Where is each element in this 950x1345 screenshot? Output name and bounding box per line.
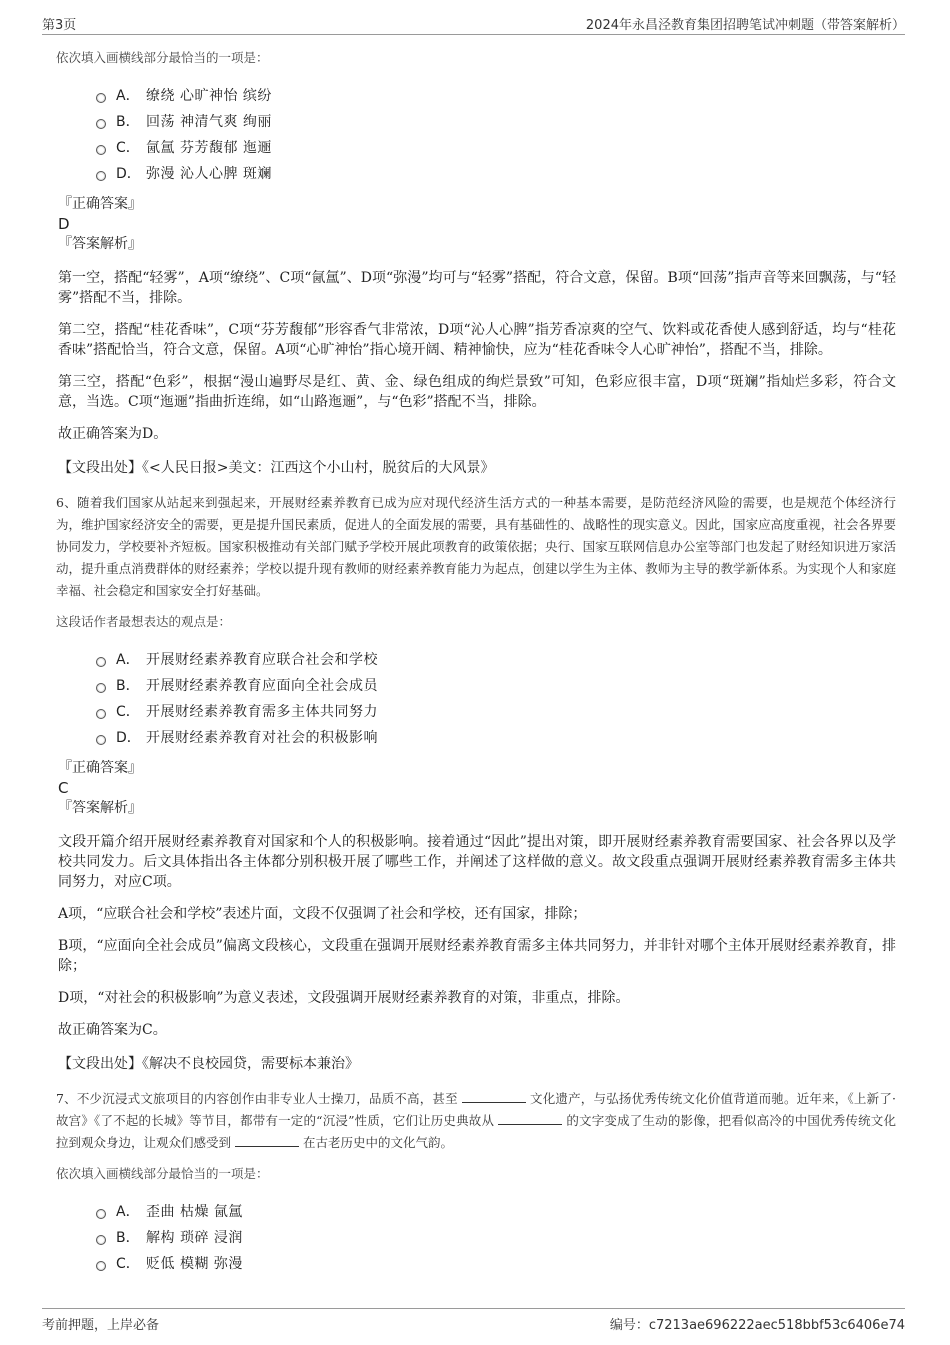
document-title: 2024年永昌泾教育集团招聘笔试冲刺题（带答案解析）	[585, 18, 905, 33]
q5-analysis-paragraph: 第三空，搭配“色彩”，根据“漫山遍野尽是红、黄、金、绿色组成的绚烂景致”可知，色彩应很丰富，D项“斑斓”指灿烂多彩，符合文意，当选。C项“迤逦”指曲折连绵，如“山路迤逦”，与“色彩”搭配不当，排除。	[58, 374, 896, 410]
radio-icon[interactable]	[96, 735, 106, 745]
radio-icon[interactable]	[96, 1235, 106, 1245]
radio-icon[interactable]	[96, 171, 106, 181]
option-text: 氤氲 芬芳馥郁 迤逦	[146, 140, 272, 156]
page-number: 第3页	[42, 18, 77, 33]
fill-blank	[498, 1112, 562, 1125]
option-letter: B．	[116, 1230, 140, 1246]
q5-analysis-label: 『答案解析』	[58, 236, 142, 252]
q7-text-part: 7、不少沉浸式文旅项目的内容创作由非专业人士操刀，品质不高，甚至	[56, 1091, 458, 1106]
option-text: 开展财经素养教育对社会的积极影响	[146, 730, 378, 746]
option-text: 贬低 模糊 弥漫	[146, 1256, 243, 1272]
q7-options	[96, 1198, 896, 1276]
footer-slogan: 考前押题，上岸必备	[42, 1318, 160, 1333]
q5-option-c[interactable]	[96, 134, 896, 160]
q7-text-part: 在古老历史中的文化气韵。	[303, 1135, 454, 1150]
q6-analysis-paragraph: B项，“应面向全社会成员”偏离文段核心，文段重在强调开展财经素养教育需多主体共同努力，并非针对哪个主体开展财经素养教育，排除；	[58, 938, 896, 974]
q5-option-a[interactable]	[96, 82, 896, 108]
page-header	[42, 12, 905, 35]
q7-option-a[interactable]	[96, 1198, 896, 1224]
option-text: 开展财经素养教育应面向全社会成员	[146, 678, 378, 694]
q6-answer: C	[58, 779, 69, 797]
q6-analysis-paragraph: D项，“对社会的积极影响”为意义表述，文段强调开展财经素养教育的对策，非重点，排除。	[58, 990, 630, 1006]
q6-options	[96, 646, 896, 750]
option-letter: C．	[116, 1256, 140, 1272]
q5-analysis-paragraph: 故正确答案为D。	[58, 426, 168, 442]
q5-answer-label: 『正确答案』	[58, 196, 142, 212]
document-code: 编号：c7213ae696222aec518bbf53c6406e74	[609, 1318, 905, 1333]
q6-analysis-label: 『答案解析』	[58, 800, 142, 816]
q5-answer: D	[58, 215, 70, 233]
page-footer	[42, 1308, 905, 1333]
radio-icon[interactable]	[96, 1209, 106, 1219]
q6-prompt: 这段话作者最想表达的观点是：	[56, 614, 232, 629]
option-text: 回荡 神清气爽 绚丽	[146, 114, 272, 130]
option-letter: A．	[116, 1204, 140, 1220]
radio-icon[interactable]	[96, 683, 106, 693]
option-letter: A．	[116, 652, 140, 668]
q6-answer-label: 『正确答案』	[58, 760, 142, 776]
q6-option-a[interactable]	[96, 646, 896, 672]
document-content	[56, 44, 896, 1284]
radio-icon[interactable]	[96, 145, 106, 155]
radio-icon[interactable]	[96, 1261, 106, 1271]
radio-icon[interactable]	[96, 93, 106, 103]
q6-analysis-paragraph: 故正确答案为C。	[58, 1022, 167, 1038]
option-text: 弥漫 沁人心脾 斑斓	[146, 166, 272, 182]
radio-icon[interactable]	[96, 709, 106, 719]
q7-option-c[interactable]	[96, 1250, 896, 1276]
q6-source: 【文段出处】《解决不良校园贷，需要标本兼治》	[58, 1056, 359, 1072]
q5-option-d[interactable]	[96, 160, 896, 186]
radio-icon[interactable]	[96, 119, 106, 129]
q6-text: 6、随着我们国家从站起来到强起来，开展财经素养教育已成为应对现代经济生活方式的一种基本需要，是防范经济风险的需要，也是规范个体经济行为，维护国家经济安全的需要，更是提升国民素质，促进人的全面发展的需要，具有基础性的、战略性的现实意义。因此，国家应高度重视，社会各界要协同发力，学校要补齐短板。国家积极推动有关部门赋予学校开展此项教育的政策依据；央行、国家互联网信息办公室等部门也发起了财经知识进万家活动，提升重点消费群体的财经素养；学校以提升现有教师的财经素养教育能力为起点，创建以学生为主体、教师为主导的教学新体系。为实现个人和家庭幸福、社会稳定和国家安全打好基础。	[56, 495, 896, 598]
q5-source: 【文段出处】《<人民日报>美文：江西这个小山村，脱贫后的大风景》	[58, 460, 495, 476]
q6-option-c[interactable]	[96, 698, 896, 724]
q6-option-b[interactable]	[96, 672, 896, 698]
option-text: 解构 琐碎 浸润	[146, 1230, 243, 1246]
option-letter: D．	[116, 166, 141, 182]
option-letter: D．	[116, 730, 141, 746]
q7-text-part: 的文字变成了生动的影像，把看似高冷的中国优秀传统文化拉到观众身边，让观众们感受到	[56, 1113, 896, 1150]
q7-option-b[interactable]	[96, 1224, 896, 1250]
q5-analysis-paragraph: 第二空，搭配“桂花香味”，C项“芬芳馥郁”形容香气非常浓，D项“沁人心脾”指芳香凉爽的空气、饮料或花香使人感到舒适，均与“桂花香味”搭配恰当，符合文意，保留。A项“心旷神怡”指心境开阔、精神愉快，应为“桂花香味令人心旷神怡”，搭配不当，排除。	[58, 322, 896, 358]
q6-option-d[interactable]	[96, 724, 896, 750]
q7-text	[56, 1088, 896, 1154]
q6-analysis-paragraph: 文段开篇介绍开展财经素养教育对国家和个人的积极影响。接着通过“因此”提出对策，即开展财经素养教育需要国家、社会各界以及学校共同发力。后文具体指出各主体都分别积极开展了哪些工作，并阐述了这样做的意义。故文段重点强调开展财经素养教育需多主体共同努力，对应C项。	[58, 834, 896, 890]
q5-options	[96, 82, 896, 186]
q6-analysis-paragraph: A项，“应联合社会和学校”表述片面，文段不仅强调了社会和学校，还有国家，排除；	[58, 906, 587, 922]
option-letter: A．	[116, 88, 140, 104]
option-text: 歪曲 枯燥 氤氲	[146, 1204, 243, 1220]
fill-blank	[235, 1134, 299, 1147]
q5-prompt: 依次填入画横线部分最恰当的一项是：	[56, 50, 269, 65]
q5-analysis-paragraph: 第一空，搭配“轻雾”，A项“缭绕”、C项“氤氲”、D项“弥漫”均可与“轻雾”搭配，符合文意，保留。B项“回荡”指声音等来回飘荡，与“轻雾”搭配不当，排除。	[58, 270, 896, 306]
option-letter: B．	[116, 678, 140, 694]
option-letter: C．	[116, 704, 140, 720]
q7-text-part: 文化遗产，与弘扬优秀传统文化价值背道而驰。近年来，《上新了·故宫》《了不起的长城》等节目，都带有一定的“沉浸”性质，它们让历史典故从	[56, 1091, 896, 1128]
radio-icon[interactable]	[96, 657, 106, 667]
option-text: 缭绕 心旷神怡 缤纷	[146, 88, 272, 104]
option-text: 开展财经素养教育应联合社会和学校	[146, 652, 378, 668]
q5-option-b[interactable]	[96, 108, 896, 134]
option-text: 开展财经素养教育需多主体共同努力	[146, 704, 378, 720]
fill-blank	[462, 1090, 526, 1103]
q7-prompt: 依次填入画横线部分最恰当的一项是：	[56, 1166, 269, 1181]
option-letter: B．	[116, 114, 140, 130]
option-letter: C．	[116, 140, 140, 156]
